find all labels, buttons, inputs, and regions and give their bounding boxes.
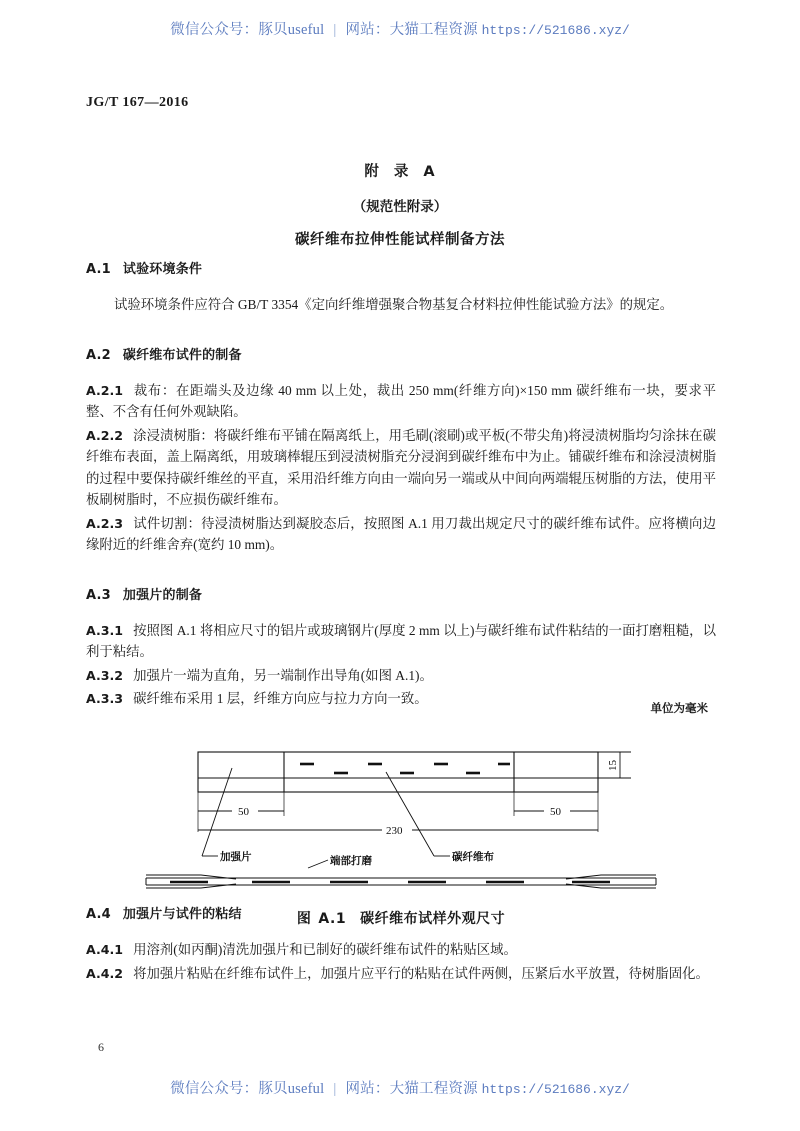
- clause-a2-2: [86, 425, 716, 511]
- callout-label-tab: 加强片: [220, 851, 252, 863]
- clause-text-a2-1: 裁布：在距端头及边缘 40 mm 以上处，裁出 250 mm(纤维方向)×150 mm 碳纤维布一块，要求平整、不含有任何外观缺陷。: [86, 382, 716, 419]
- dimension-label-tab-left: 50: [238, 806, 249, 818]
- watermark-wechat-name: 豚贝useful: [258, 22, 325, 38]
- annex-name: 碳纤维布拉伸性能试样制备方法: [295, 232, 505, 248]
- clause-label-a2-2: A.2.2: [86, 427, 124, 443]
- paragraph-a1-body: 试验环境条件应符合 GB/T 3354《定向纤维增强聚合物基复合材料拉伸性能试验方法》的规定。: [114, 297, 674, 312]
- figure-a1: [86, 700, 716, 928]
- watermark-top: [0, 18, 800, 39]
- fiber-hatch-marks: [300, 764, 510, 773]
- clause-text-a4-1: 用溶剂(如丙酮)清洗加强片和已制好的碳纤维布试件的粘贴区域。: [133, 942, 517, 957]
- section-number-a2: A.2: [86, 347, 111, 363]
- annex-subtitle: （规范性附录）: [352, 199, 448, 215]
- clause-text-a2-3: 试件切割：待浸渍树脂达到凝胶态后，按照图 A.1 用刀裁出规定尺寸的碳纤维布试件。应将横向边缘附近的纤维舍弃(宽约 10 mm)。: [86, 515, 716, 552]
- clause-label-a4-2: A.4.2: [86, 965, 124, 981]
- page-number: 6: [98, 1040, 104, 1054]
- annex-title-prefix: 附: [364, 164, 380, 180]
- annex-title-letter: A: [423, 164, 436, 180]
- clause-a2-3: [86, 513, 716, 556]
- figure-caption-text: 碳纤维布试样外观尺寸: [360, 911, 506, 927]
- clause-a4-2: [86, 963, 716, 985]
- figure-unit-note: 单位为毫米: [650, 701, 708, 715]
- clause-label-a3-2: A.3.2: [86, 667, 124, 683]
- clause-label-a3-3: A.3.3: [86, 691, 124, 706]
- dimension-label-15: 15: [607, 760, 619, 771]
- section-title-a2: 碳纤维布试件的制备: [122, 347, 242, 363]
- section-heading-a4: [86, 903, 716, 922]
- clause-text-a2-2: 涂浸渍树脂：将碳纤维布平铺在隔离纸上，用毛刷(滚刷)或平板(不带尖角)将浸渍树脂均匀涂抹在碳纤维布表面，盖上隔离纸，用玻璃棒辊压到浸渍树脂充分浸润到碳纤维布中为止。铺碳纤维布和涂浸渍树脂的过程中要保持碳纤维丝的平直，采用沿纤维方向由一端向另一端或从中间向两端辊压树脂的方法，使用平板刷树脂时，不应损伤碳纤维布。: [86, 427, 716, 507]
- watermark-bottom-wechat-label: 微信公众号：: [170, 1081, 259, 1097]
- document-body: [86, 258, 716, 712]
- section-number-a4: A.4: [86, 907, 111, 922]
- annex-title-block: [86, 160, 714, 249]
- running-head: JG/T 167—2016: [86, 95, 189, 110]
- section-number-a3: A.3: [86, 587, 111, 603]
- clause-text-a4-2: 将加强片粘贴在纤维布试件上，加强片应平行的粘贴在试件两侧，压紧后水平放置，待树脂固化。: [133, 965, 709, 981]
- clause-label-a2-1: A.2.1: [86, 382, 124, 398]
- document-body-lower: [86, 903, 716, 986]
- section-title-a1: 试验环境条件: [122, 262, 203, 277]
- specimen-plan-outline: [198, 752, 598, 792]
- dimension-label-total: 230: [386, 825, 403, 837]
- watermark-bottom: [0, 1077, 800, 1098]
- clause-a2-1: [86, 380, 716, 423]
- clause-text-a3-2: 加强片一端为直角，另一端制作出导角(如图 A.1)。: [133, 667, 433, 683]
- section-heading-a1: [86, 258, 716, 277]
- section-title-a4: 加强片与试件的粘结: [122, 907, 242, 922]
- clause-a3-1: [86, 620, 716, 663]
- annex-title: [86, 160, 714, 181]
- figure-caption-prefix: 图: [296, 911, 312, 927]
- watermark-bottom-site-name: 大猫工程资源: [389, 1081, 478, 1097]
- clause-text-a3-1: 按照图 A.1 将相应尺寸的铝片或玻璃钢片(厚度 2 mm 以上)与碳纤维布试件粘结的一面打磨粗糙，以利于粘结。: [86, 622, 716, 659]
- section-title-a3: 加强片的制备: [122, 587, 203, 603]
- figure-caption-number: A.1: [318, 911, 347, 927]
- watermark-site-label: 网站：: [345, 22, 390, 38]
- figure-a1-side-view: [86, 868, 716, 894]
- watermark-bottom-site-label: 网站：: [345, 1081, 390, 1097]
- watermark-site-name: 大猫工程资源: [389, 22, 478, 38]
- clause-label-a3-1: A.3.1: [86, 622, 124, 638]
- clause-text-a3-3: 碳纤维布采用 1 层，纤维方向应与拉力方向一致。: [133, 691, 428, 706]
- section-number-a1: A.1: [86, 262, 111, 277]
- watermark-bottom-divider: |: [333, 1081, 337, 1097]
- watermark-url[interactable]: https://521686.xyz/: [481, 23, 630, 38]
- clause-label-a4-1: A.4.1: [86, 942, 124, 957]
- watermark-divider: |: [333, 22, 337, 38]
- section-heading-a3: [86, 584, 716, 603]
- watermark-bottom-wechat-name: 豚贝useful: [258, 1081, 325, 1097]
- figure-a1-drawing: [86, 720, 716, 870]
- callout-label-carbon-cloth: 碳纤维布: [452, 851, 494, 863]
- watermark-bottom-url[interactable]: https://521686.xyz/: [481, 1082, 630, 1097]
- clause-label-a2-3: A.2.3: [86, 515, 124, 531]
- callout-label-end-grind: 端部打磨: [330, 855, 372, 867]
- watermark-wechat-label: 微信公众号：: [170, 22, 259, 38]
- annex-title-middle: 录: [393, 164, 410, 180]
- dimension-label-tab-right: 50: [550, 806, 561, 818]
- clause-a4-1: [86, 939, 716, 961]
- clause-a3-2: [86, 665, 716, 687]
- section-heading-a2: [86, 344, 716, 363]
